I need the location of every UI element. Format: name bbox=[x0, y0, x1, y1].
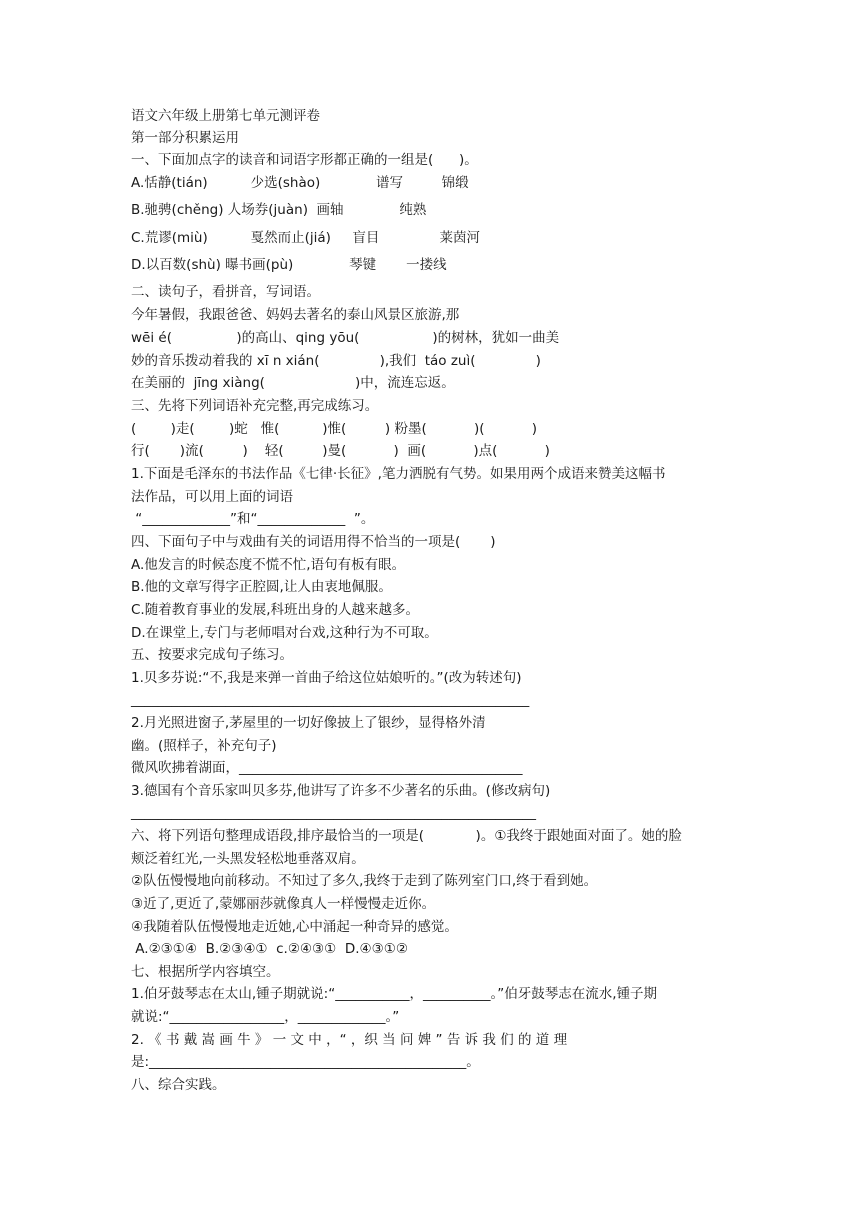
q5-answer-line-2: ____________________________________________________________ bbox=[131, 805, 536, 821]
q3-line-5: “_____________”和“_____________ ”。 bbox=[131, 511, 375, 527]
q3-line-4: 法作品，可以用上面的词语 bbox=[131, 489, 293, 505]
q3-line-1: ( )走( )蛇 惟( )惟( ) 粉墨( )( ) bbox=[131, 421, 537, 437]
q7-line-2: 就说:“_________________，_____________。” bbox=[131, 1009, 400, 1025]
q2-line-1: 今年暑假，我跟爸爸、妈妈去著名的泰山风景区旅游,那 bbox=[131, 307, 460, 323]
q1-option-a: A.恬静(tián) 少选(shào) 谱写 锦缎 bbox=[131, 175, 469, 191]
q2-line-4: 在美丽的 jīng xiàng( )中，流连忘返。 bbox=[131, 375, 455, 391]
question-3-stem: 三、先将下列词语补充完整,再完成练习。 bbox=[131, 398, 379, 414]
q7-line-4: 是:_______________________________________________。 bbox=[131, 1054, 480, 1070]
q3-line-2: 行( )流( ) 轻( )曼( ) 画( )点( ) bbox=[131, 443, 550, 459]
q7-line-1: 1.伯牙鼓琴志在太山,锺子期就说:“___________，__________。”伯牙鼓琴志在流水,锺子期 bbox=[131, 986, 657, 1002]
q5-answer-line-1: ___________________________________________________________ bbox=[131, 692, 530, 708]
q5-line-3: 2.月光照进窗子,茅屋里的一切好像披上了银纱，显得格外清 bbox=[131, 715, 486, 731]
question-4-stem: 四、下面句子中与戏曲有关的词语用得不恰当的一项是( ) bbox=[131, 534, 496, 550]
q2-line-3: 妙的音乐拨动着我的 xī n xián( ),我们 táo zuì( ) bbox=[131, 353, 541, 369]
question-7-stem: 七、根据所学内容填空。 bbox=[131, 964, 280, 980]
q1-option-d: D.以百数(shù) 曝书画(pù) 琴键 一搂线 bbox=[131, 257, 447, 273]
question-6-stem: 六、将下列语句整理成语段,排序最恰当的一项是( )。①我终于跟她面对面了。她的脸 bbox=[131, 828, 682, 844]
question-5-stem: 五、按要求完成句子练习。 bbox=[131, 647, 293, 663]
q6-line-3: ②队伍慢慢地向前移动。不知过了多久,我终于走到了陈列室门口,终于看到她。 bbox=[131, 873, 598, 889]
question-2-stem: 二、读句子，看拼音，写词语。 bbox=[131, 284, 320, 300]
q5-line-4: 幽。(照样子，补充句子) bbox=[131, 738, 277, 754]
q4-option-c: C.随着教育事业的发展,科班出身的人越来越多。 bbox=[131, 602, 420, 618]
question-8-stem: 八、综合实践。 bbox=[131, 1077, 226, 1093]
q6-options: A.②③①④ B.②③④① c.②④③① D.④③①② bbox=[131, 941, 408, 957]
q5-line-1: 1.贝多芬说:“不,我是来弹一首曲子给这位姑娘听的。”(改为转述句) bbox=[131, 670, 522, 686]
q4-option-b: B.他的文章写得字正腔圆,让人由衷地佩服。 bbox=[131, 579, 392, 595]
q1-option-b: B.驰骋(chěng) 人场券(juàn) 画轴 纯熟 bbox=[131, 202, 427, 218]
q3-line-3: 1.下面是毛泽东的书法作品《七律·长征》,笔力洒脱有气势。如果用两个成语来赞美这幅书 bbox=[131, 466, 666, 482]
q6-line-2: 颊泛着红光,一头黑发轻松地垂落双肩。 bbox=[131, 851, 365, 867]
q2-line-2: wēi é( )的高山、qing yōu( )的树林，犹如一曲美 bbox=[131, 330, 560, 346]
page-title: 语文六年级上册第七单元测评卷 bbox=[131, 108, 320, 124]
q4-option-d: D.在课堂上,专门与老师唱对台戏,这种行为不可取。 bbox=[131, 625, 438, 641]
q5-line-5: 微风吹拂着湖面，__________________________________________ bbox=[131, 760, 523, 776]
q6-line-4: ③近了,更近了,蒙娜丽莎就像真人一样慢慢走近你。 bbox=[131, 896, 436, 912]
q7-line-3: 2. 《 书 戴 嵩 画 牛 》 一 文 中 ，“ ，织 当 问 婢 ” 告 诉 我 们 的 道 理 bbox=[131, 1032, 568, 1048]
q4-option-a: A.他发言的时候态度不慌不忙,语句有板有眼。 bbox=[131, 557, 406, 573]
q1-option-c: C.荒谬(miù) 戛然而止(jiá) 盲目 莱茵河 bbox=[131, 230, 480, 246]
q6-line-5: ④我随着队伍慢慢地走近她,心中涌起一种奇异的感觉。 bbox=[131, 919, 458, 935]
q5-line-6: 3.德国有个音乐家叫贝多芬,他讲写了许多不少著名的乐曲。(修改病句) bbox=[131, 783, 551, 799]
question-1-stem: 一、下面加点字的读音和词语字形都正确的一组是( )。 bbox=[131, 152, 478, 168]
section-heading: 第一部分积累运用 bbox=[131, 130, 239, 146]
